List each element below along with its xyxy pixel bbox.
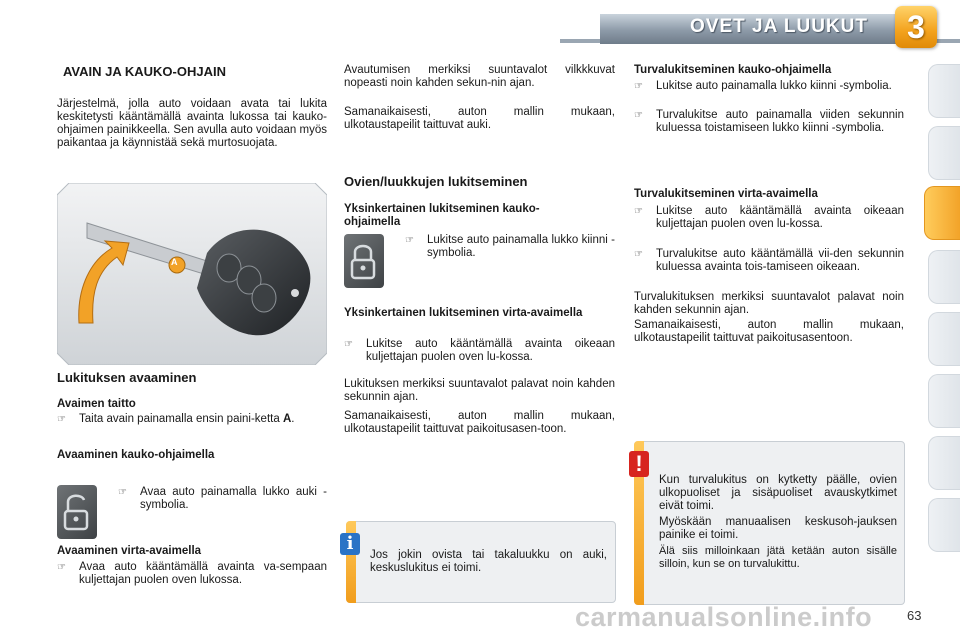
paragraph: Samanaikaisesti, auton mallin mukaan, ulkotaustapeilit taittuvat paikoitusasentoon. <box>634 319 904 344</box>
bullet-item <box>634 80 904 93</box>
pointing-hand-icon: ☞ <box>344 339 353 350</box>
chapter-tab[interactable] <box>928 312 960 366</box>
subheading: Avaaminen virta-avaimella <box>57 545 202 557</box>
pointing-hand-icon: ☞ <box>634 81 643 92</box>
pointing-hand-icon: ☞ <box>118 487 127 498</box>
bullet-item <box>634 205 904 231</box>
chapter-tab[interactable] <box>928 126 960 180</box>
section-title: AVAIN JA KAUKO-OHJAIN <box>63 64 226 79</box>
pointing-hand-icon: ☞ <box>634 110 643 121</box>
warning-icon: ! <box>629 451 649 477</box>
bullet-item <box>118 486 327 512</box>
pointing-hand-icon: ☞ <box>57 562 66 573</box>
bullet-text: Lukitse auto kääntämällä avainta oikeaan kuljettajan puolen oven lu-kossa. <box>656 205 904 230</box>
unlock-heading: Lukituksen avaaminen <box>57 370 197 385</box>
bullet-text: Avaa auto kääntämällä avainta va-sempaan kuljettajan puolen oven lukossa. <box>79 561 327 586</box>
subheading: Turvalukitseminen virta-avaimella <box>634 188 818 200</box>
warning-text: Myöskään manuaalisen keskusoh-jauksen painike ei toimi. <box>659 516 897 541</box>
subheading: Yksinkertainen lukitseminen virta-avaimella <box>344 307 583 319</box>
subheading: Avaaminen kauko-ohjaimella <box>57 449 215 461</box>
bullet-text: Taita avain painamalla ensin paini-ketta <box>79 413 283 425</box>
pointing-hand-icon: ☞ <box>405 235 414 246</box>
chapter-number: 3 <box>907 9 925 45</box>
bullet-item <box>634 248 904 274</box>
bullet-text-end: . <box>291 413 295 425</box>
pointing-hand-icon: ☞ <box>634 206 643 217</box>
page-title: OVET JA LUUKUT <box>690 16 868 37</box>
info-note-text: Jos jokin ovista tai takaluukku on auki, keskuslukitus ei toimi. <box>370 549 607 574</box>
paragraph: Lukituksen merkiksi suuntavalot palavat noin kahden sekunnin ajan. <box>344 378 615 403</box>
chapter-tab[interactable] <box>928 250 960 304</box>
chapter-tab[interactable] <box>928 374 960 428</box>
bullet-text-bold: A <box>282 413 292 425</box>
lock-heading: Ovien/luukkujen lukitseminen <box>344 174 528 189</box>
chapter-tab[interactable] <box>928 436 960 490</box>
bullet-text: Turvalukitse auto kääntämällä vii-den sekunnin kuluessa avainta tois-tamiseen oikeaan. <box>656 248 904 273</box>
lock-icon <box>344 234 384 288</box>
bullet-text: Avaa auto painamalla lukko auki -symbolia. <box>140 486 327 511</box>
remote-key-illustration <box>57 183 327 365</box>
page-number: 63 <box>907 608 922 623</box>
paragraph: Turvalukituksen merkiksi suuntavalot palavat noin kahden sekunnin ajan. <box>634 291 904 316</box>
bullet-item <box>344 338 615 364</box>
subheading: Yksinkertainen lukitseminen kauko-ohjaimella <box>344 203 540 228</box>
subheading: Avaimen taitto <box>57 398 136 410</box>
paragraph: Samanaikaisesti, auton mallin mukaan, ulkotaustapeilit taittuvat auki. <box>344 106 615 131</box>
bullet-item <box>405 234 615 260</box>
chapter-tab-active[interactable] <box>924 186 960 240</box>
paragraph: Samanaikaisesti, auton mallin mukaan, ulkotaustapeilit taittuvat paikoitusasen-toon. <box>344 410 615 435</box>
bullet-text: Turvalukitse auto painamalla viiden sekunnin kuluessa toistamiseen lukko kiinni -symbolia. <box>656 109 904 134</box>
info-icon: i <box>340 533 360 555</box>
chapter-tab[interactable] <box>928 64 960 118</box>
unlock-icon <box>57 485 97 539</box>
warning-text: Kun turvalukitus on kytketty päälle, ovien ulkopuoliset ja sisäpuoliset avauskytkimet eivät toimi. <box>659 474 897 512</box>
bullet-text: Lukitse auto painamalla lukko kiinni -symbolia. <box>427 234 615 259</box>
pointing-hand-icon: ☞ <box>57 414 66 425</box>
bullet-item <box>57 561 327 587</box>
bullet-text: Lukitse auto painamalla lukko kiinni -symbolia. <box>656 80 892 92</box>
watermark: carmanualsonline.info <box>575 602 873 632</box>
chapter-tab[interactable] <box>928 498 960 552</box>
bullet-text: Lukitse auto kääntämällä avainta oikeaan kuljettajan puolen oven lu-kossa. <box>366 338 615 363</box>
intro-paragraph: Järjestelmä, jolla auto voidaan avata tai lukita keskitetysti kääntämällä avainta lukossa tai kauko-ohjaimen painikkeella. Sen avulla auto voidaan myös paikantaa ja käynnistää sekä murtosuojata. <box>57 98 327 149</box>
pointing-hand-icon: ☞ <box>634 249 643 260</box>
paragraph: Avautumisen merkiksi suuntavalot vilkkkuvat nopeasti noin kahden sekun-nin ajan. <box>344 64 615 89</box>
warning-text: Älä siis milloinkaan jätä ketään auton sisälle silloin, kun se on turvalukittu. <box>659 545 897 570</box>
key-button-label: A <box>171 257 178 267</box>
subheading: Turvalukitseminen kauko-ohjaimella <box>634 64 832 76</box>
bullet-item <box>57 413 327 426</box>
chapter-tabs <box>928 64 960 574</box>
bullet-item <box>634 109 904 135</box>
